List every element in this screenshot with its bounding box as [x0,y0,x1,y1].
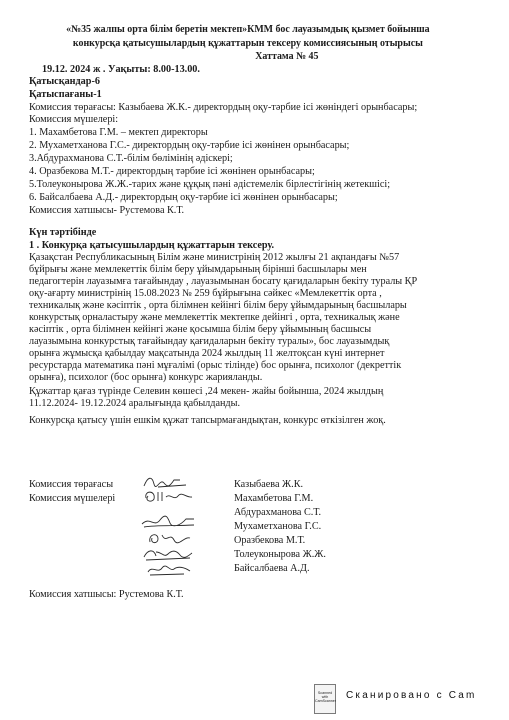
agenda-body-line: оқу-ағарту министрінің 15.08.2023 № 259 бұйрығына сәйкес «Мемлекеттік орта , [29,288,382,299]
sig-name: Абдурахманова С.Т. [234,507,322,518]
agenda-body-line: орынға), психолог (бос орынға) конкурс жарияланды. [29,372,263,383]
handwritten-signature [140,488,196,504]
agenda-body-line: лауазымына конкурстық тағайындау қағидаларын бекіту туралы», бос лауазымдық [29,336,390,347]
agenda-item-1: 1 . Конкурқа қатысушылардың құжаттарын тексеру. [29,240,275,251]
sig-chair-label: Комиссия төрағасы [29,479,114,490]
title-line-1: «№35 жалпы орта білім беретін мектеп»КММ бос лауазымдық қызмет бойынша [66,24,430,35]
sig-name: Махамбетова Г.М. [234,493,314,504]
member-4: 4. Оразбекова М.Т.- директордың тәрбие ісі жөнінен орынбасары; [29,166,315,177]
handwritten-signature [140,530,196,546]
sig-name: Оразбекова М.Т. [234,535,306,546]
agenda-body-line: педагогтерін лауазымға тағайындау , лауазымынан босату қағидаларын бекіту туралы ҚР [29,276,418,287]
agenda-body-line: техникалық және кәсіптік , орта білімнен кейінгі білім беру ұйымдарының басшылары [29,300,407,311]
commission-chair: Комиссия төрағасы: Казыбаева Ж.К.- директордың оқу-тәрбие ісі жөніндегі орынбасары; [29,102,418,113]
agenda-body-line: орынға жұмысқа қабылдау мақсатында 2024 жылдың 11 желтоқсан күні интернет [29,348,385,359]
agenda-body-line: кәсіптік , орта білімнен кейінгі және қосымша білім беру ұйымының басшысы [29,324,372,335]
date-time: 19.12. 2024 ж . Уақыты: 8.00-13.00. [42,64,200,75]
agenda-body-line: Қазақстан Республикасының Білім және министрінің 2012 жылғы 21 ақпандағы №57 [29,252,400,263]
sig-name: Мухаметханова Г.С. [234,521,322,532]
sig-members-label: Комиссия мүшелері [29,493,116,504]
member-3: 3.Абдурахманова С.Т.-білім бөлімінің әдіскері; [29,153,233,164]
scanner-watermark [314,684,509,716]
member-5: 5.Толеуконырова Ж.Ж.-тарих және құқық пәні әдістемелік бірлестігінің жетекшісі; [29,179,391,190]
sig-name: Казыбаева Ж.К. [234,479,304,490]
conclusion: Конкурсқа қатысу үшін ешкім құжат тапсырмағандықтан, конкурс өткізілген жоқ. [29,415,386,426]
agenda-heading: Күн тәртібінде [29,227,97,238]
sig-name: Толеуконырова Ж.Ж. [234,549,326,560]
sig-name: Байсалбаева А.Д. [234,563,310,574]
agenda-body-line: конкурстық орналастыру және мемлекеттік мектепке дейінгі , орта, техникалық және [29,312,400,323]
agenda-body-line: бұйрығы және мемлекеттік білім беру ұйымдарының бірінші басшылары мен [29,264,367,275]
handwritten-signature [140,562,196,578]
protocol-number: Хаттама № 45 [255,51,319,62]
handwritten-signature [140,546,196,562]
title-line-2: конкурсқа қатысушылардың құжаттарын тексеру комиссиясының отырысы [72,38,423,49]
attended-count: Қатысқандар-6 [29,76,100,87]
secretary-signature-line: Комиссия хатшысы: Рустемова К.Т. [29,589,184,600]
handwritten-signature [140,514,196,530]
scan-caption: Сканировано с Cam [346,690,477,701]
camscanner-logo-icon [314,684,336,714]
absent-count: Қатыспағаны-1 [29,89,102,100]
commission-secretary: Комиссия хатшысы- Рустемова К.Т. [29,205,185,216]
member-6: 6. Байсалбаева А.Д.- директордың оқу-тәрбие ісі жөнінен орынбасары; [29,192,338,203]
member-2: 2. Мухаметханова Г.С.- директордың оқу-тәрбие ісі жөнінен орынбасары; [29,140,350,151]
camscanner-logo-text: Scanned with CamScanner [315,691,336,703]
agenda-body-line: ресурстарда математика пәні мұғалімі (орыс тілінде) бос орынға, психолог (декреттік [29,360,402,371]
commission-members-label: Комиссия мүшелері: [29,114,119,125]
documents-line: Құжаттар қағаз түрінде Селевин көшесі ,24 мекен- жайы бойынша, 2024 жылдың [29,386,384,397]
documents-line: 11.12.2024- 19.12.2024 аралығында қабылданды. [29,398,240,409]
member-1: 1. Махамбетова Г.М. – мектеп директоры [29,127,208,138]
